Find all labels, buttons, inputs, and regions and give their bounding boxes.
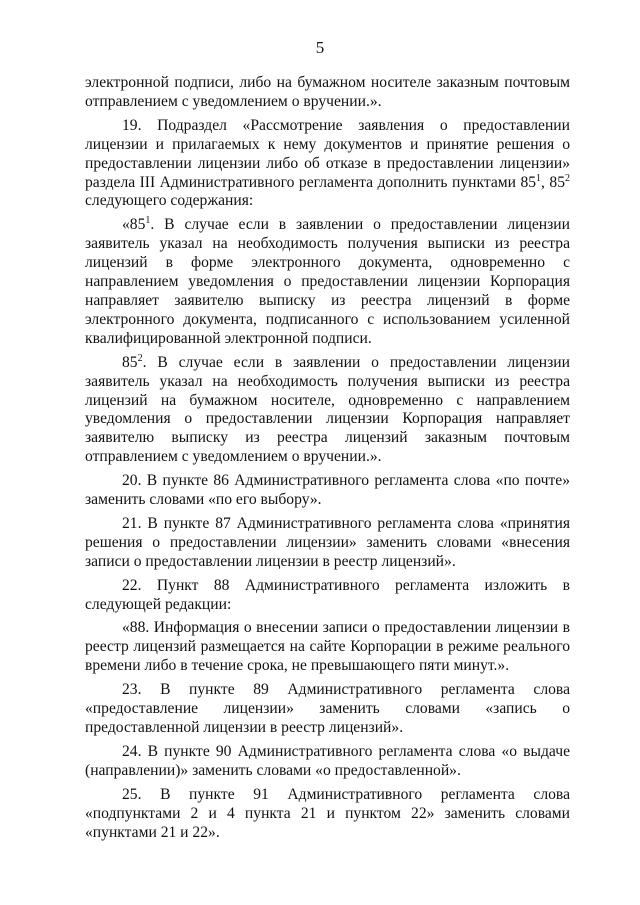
paragraph-item-22: 22. Пункт 88 Административного регламента изложить в следующей редакции: [85,576,570,613]
paragraph-continuation: электронной подписи, либо на бумажном носителе заказным почтовым отправлением с уведомлением о вручении.». [85,74,570,110]
paragraph-item-20: 20. В пункте 86 Административного регламента слова «по почте» заменить словами «по его выбору». [85,472,570,509]
document-body [85,74,570,844]
paragraph-item-21: 21. В пункте 87 Административного регламента слова «принятия решения о предоставлении лицензии» заменить словами «внесения записи о предоставлении лицензии в реестр лицензий». [85,514,570,570]
paragraph-item-24: 24. В пункте 90 Административного регламента слова «о выдаче (направлении)» заменить словами «о предоставленной». [85,742,570,779]
page-number: 5 [315,38,325,57]
superscript-index: 2 [137,352,143,364]
paragraph-item-88: «88. Информация о внесении записи о предоставлении лицензии в реестр лицензий размещается на сайте Корпорации в режиме реального времени либо в течение срока, не превышающего пяти минут.». [85,619,570,675]
superscript-index: 2 [565,172,570,184]
paragraph-item-25: 25. В пункте 91 Административного регламента слова «подпунктами 2 и 4 пункта 21 и пунктом 22» заменить словами «пунктами 21 и 22». [85,785,570,841]
paragraph-item-85-2: $85^2$. В случае если в заявлении о предоставлении лицензии заявитель указал на необходимость получения выписки из реестра лицензий на бумажном носителе, одновременно с направлением уведомления о предоставлении лицензии Корпорация направляет заявителю выписку из реестра лицензий заказным почтовым отправлением с уведомлением о вручении.». [85,352,570,466]
paragraph-item-19: 19. Подраздел «Рассмотрение заявления о предоставлении лицензии и прилагаемых к нему документов и принятие решения о предоставлении лицензии либо об отказе в предоставлении лицензии» раздела III Административного регламента дополнить пунктами $85^1$, $85^2$ следующего содержания: [85,116,570,210]
superscript-index: 1 [145,215,151,227]
paragraph-item-23: 23. В пункте 89 Административного регламента слова «предоставление лицензии» заменить словами «запись о предоставленной лицензии в реестр лицензий». [85,681,570,736]
paragraph-item-85-1: «$85^1$. В случае если в заявлении о предоставлении лицензии заявитель указал на необходимость получения выписки из реестра лицензий в форме электронного документа, одновременно с направлением уведомления о предоставлении лицензии Корпорация направляет заявителю выписку из реестра лицензий в форме электронного документа, подписанного с использованием усиленной квалифицированной электронной подписи. [85,215,570,347]
superscript-index: 1 [536,172,542,184]
